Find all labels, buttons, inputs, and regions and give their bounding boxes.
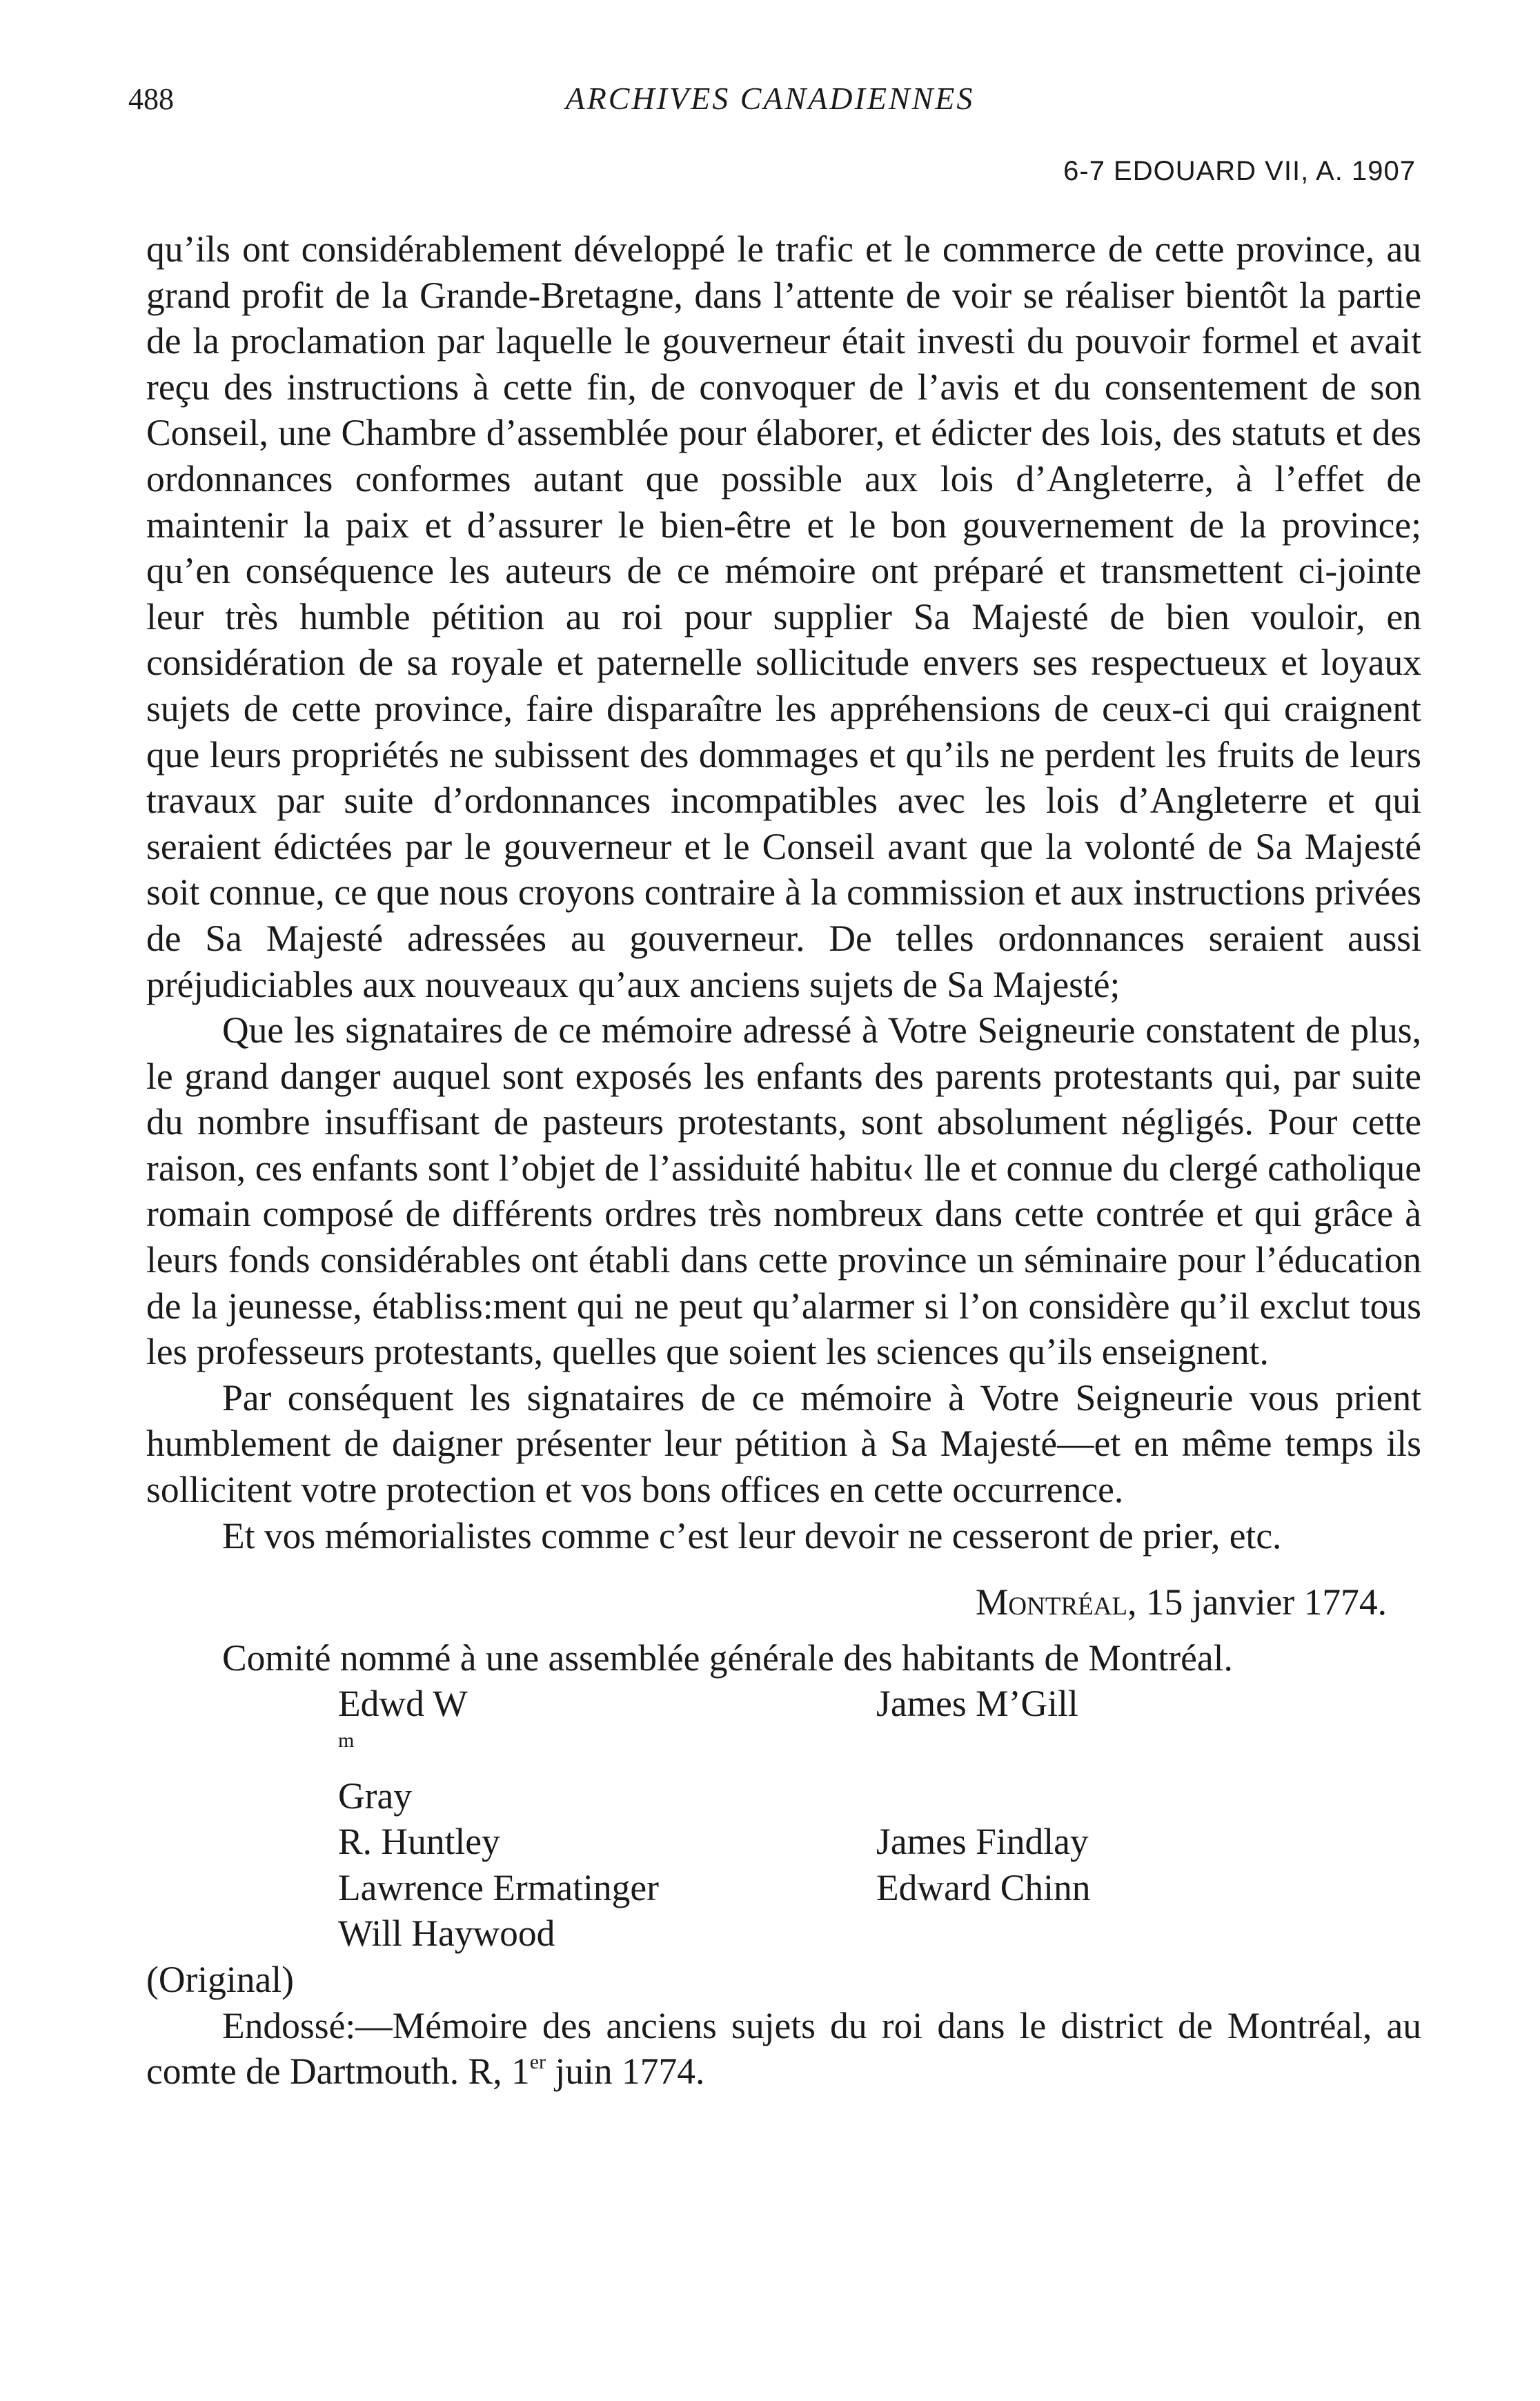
dateline xyxy=(146,1579,1421,1626)
signatory: Will Haywood xyxy=(338,1913,555,1955)
signatory: James Findlay xyxy=(876,1821,1089,1863)
committee-intro: Comité nommé à une assemblée générale des habitants de Montréal. xyxy=(222,1637,1233,1679)
signatory: R. Huntley xyxy=(338,1821,500,1863)
signatory: Edward Chinn xyxy=(876,1866,1091,1908)
signatures-list xyxy=(338,1681,1421,1957)
signatory: Edwd W $^m$ Gray xyxy=(338,1683,468,1817)
document-body xyxy=(146,226,1421,2095)
paragraph: Par conséquent les signataires de ce mémoire à Votre Seigneurie vous prient humblement de daigner présenter leur pétition à Sa Majesté—et en même temps ils sollicitent votre protection et vos bons offices en cette occurrence. xyxy=(146,1376,1421,1511)
signatory: James M’Gill xyxy=(876,1683,1078,1725)
running-title: ARCHIVES CANADIENNES xyxy=(565,81,975,116)
paragraph: Que les signataires de ce mémoire adressé à Votre Seigneurie constatent de plus, le grand danger auquel sont exposés les enfants des parents protestants qui, par suite du nombre insuffisant de pasteurs protestants, sont absolument négligés. Pour cette raison, ces enfants sont l’objet de l’assiduité habitu‹ lle et connue du clergé catholique romain composé de différents ordres très nombreux dans cette contrée et qui grâce à leurs fonds considérables ont établi dans cette province un séminaire pour l’éducation de la jeunesse, établiss:ment qui ne peut qu’alarmer si l’on considère qu’il exclut tous les professeurs protestants, quelles que soient les sciences qu’ils enseignent. xyxy=(146,1009,1421,1373)
paragraph: qu’ils ont considérablement développé le trafic et le commerce de cette province, au grand profit de la Grande-Bretagne, dans l’attente de voir se réaliser bientôt la partie de la proclamation par laquelle le gouverneur était investi du pouvoir formel et avait reçu des instructions à cette fin, de convoquer de l’avis et du consentement de son Conseil, une Chambre d’assemblée pour élaborer, et édicter des lois, des statuts et des ordonnances conformes autant que possible aux lois d’Angleterre, à l’effet de maintenir la paix et d’assurer le bien-être et le bon gouvernement de la province; qu’en conséquence les auteurs de ce mémoire ont préparé et transmettent ci-jointe leur très humble pétition au roi pour supplier Sa Majesté de bien vouloir, en considération de sa royale et paternelle sollicitude envers ses respectueux et loyaux sujets de cette province, faire disparaître les appréhensions de ceux-ci qui craignent que leurs propriétés ne subissent des dommages et qu’ils ne perdent les fruits de leurs travaux par suite d’ordonnances incompatibles avec les lois d’Angleterre et qui seraient édictées par le gouverneur et le Conseil avant que la volonté de Sa Majesté soit connue, ce que nous croyons contraire à la commission et aux instructions privées de Sa Majesté adressées au gouverneur. De telles ordonnances seraient aussi préjudiciables aux nouveaux qu’aux anciens sujets de Sa Majesté; xyxy=(146,228,1421,1005)
page-number: 488 xyxy=(128,82,174,116)
source-note: (Original) xyxy=(146,1958,294,2000)
session-reference: 6-7 EDOUARD VII, A. 1907 xyxy=(1063,156,1416,186)
signatory: Lawrence Ermatinger xyxy=(338,1866,659,1908)
endorsement: Endossé:—Mémoire des anciens sujets du roi dans le district de Montréal, au comte de Dartmouth. R, 1er juin 1774. xyxy=(146,2004,1421,2093)
paragraph: Et vos mémorialistes comme c’est leur devoir ne cesseront de prier, etc. xyxy=(222,1514,1282,1557)
dateline-place: Montréal xyxy=(975,1581,1128,1623)
dateline-date: , 15 janvier 1774. xyxy=(1127,1581,1387,1623)
